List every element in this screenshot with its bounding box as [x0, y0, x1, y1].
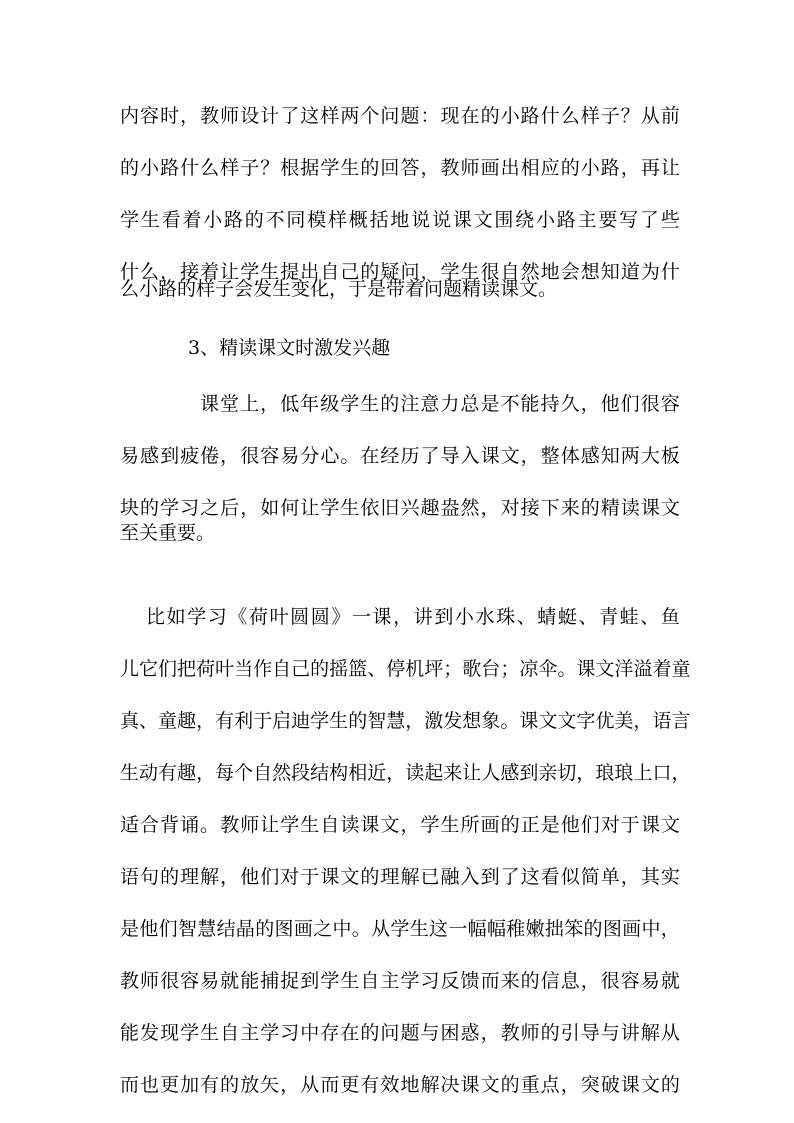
paragraph-3-line-2: 儿 它 们 把 荷 叶 当 作 自 己 的 摇 篮 、 停 机 坪 ； 歌 台 ； 凉 伞 。 课 文 洋 溢 着 童 [120, 658, 691, 680]
paragraph-2-line-4: 至关重要。 [120, 522, 216, 544]
section-heading: 3、精读课文时激发兴趣 [188, 337, 391, 359]
paragraph-1-line-5: 么小路的样子会发生变化，于是带着问题精读课文。 [120, 278, 558, 300]
paragraph-1-line-4: 什 么 ， 接 着 让 学 生 提 出 自 己 的 疑 问 ， 学 生 很 自 然 地 会 想 知 道 为 什 [120, 261, 680, 283]
paragraph-3-line-7: 是 他 们 智 慧 结 晶 的 图 画 之 中 。 从 学 生 这 一 幅 幅 稚 嫩 拙 笨 的 图 画 中 ， [120, 918, 680, 940]
paragraph-1-line-2: 的 小 路 什 么 样 子 ？ 根 据 学 生 的 回 答 ， 教 师 画 出 相 应 的 小 路 ， 再 让 [120, 157, 680, 179]
paragraph-3-line-4: 生 动 有 趣 ， 每 个 自 然 段 结 构 相 近 ， 读 起 来 让 人 感 到 亲 切 ， 琅 琅 上 口 ， [120, 762, 691, 784]
paragraph-3-line-8: 教 师 很 容 易 就 能 捕 捉 到 学 生 自 主 学 习 反 馈 而 来 的 信 息 ， 很 容 易 就 [120, 970, 680, 992]
paragraph-3-line-9: 能 发 现 学 生 自 主 学 习 中 存 在 的 问 题 与 困 惑 ， 教 师 的 引 导 与 讲 解 从 [120, 1022, 680, 1044]
paragraph-3-line-5: 适 合 背 诵 。 教 师 让 学 生 自 读 课 文 ， 学 生 所 画 的 正 是 他 们 对 于 课 文 [120, 814, 680, 836]
paragraph-3-line-10: 而 也 更 加 有 的 放 矢 ， 从 而 更 有 效 地 解 决 课 文 的 重 点 ， 突 破 课 文 的 [120, 1074, 680, 1096]
paragraph-3-line-6: 语 句 的 理 解 ， 他 们 对 于 课 文 的 理 解 已 融 入 到 了 这 看 似 简 单 ， 其 实 [120, 866, 680, 888]
paragraph-3-line-3: 真 、 童 趣 ， 有 利 于 启 迪 学 生 的 智 慧 ， 激 发 想 象 。 课 文 文 字 优 美 ， 语 言 [120, 710, 691, 732]
paragraph-2-line-1: 课 堂 上 ， 低 年 级 学 生 的 注 意 力 总 是 不 能 持 久 ， 他 们 很 容 [200, 393, 680, 415]
paragraph-1-line-3: 学 生 看 着 小 路 的 不 同 模 样 概 括 地 说 说 课 文 围 绕 小 路 主 要 写 了 些 [120, 209, 680, 231]
paragraph-2-line-3: 块 的 学 习 之 后 ， 如 何 让 学 生 依 旧 兴 趣 盎 然 ， 对 接 下 来 的 精 读 课 文 [120, 497, 680, 519]
paragraph-1-line-1: 内 容 时 ， 教 师 设 计 了 这 样 两 个 问 题 ： 现 在 的 小 路 什 么 样 子 ？ 从 前 [120, 105, 680, 127]
paragraph-3-line-1: 比 如 学 习 《 荷 叶 圆 圆 》 一 课 ， 讲 到 小 水 珠 、 蜻 蜓 、 青 蛙 、 鱼 [146, 606, 680, 628]
paragraph-2-line-2: 易 感 到 疲 倦 ， 很 容 易 分 心 。 在 经 历 了 导 入 课 文 ， 整 体 感 知 两 大 板 [120, 445, 680, 467]
